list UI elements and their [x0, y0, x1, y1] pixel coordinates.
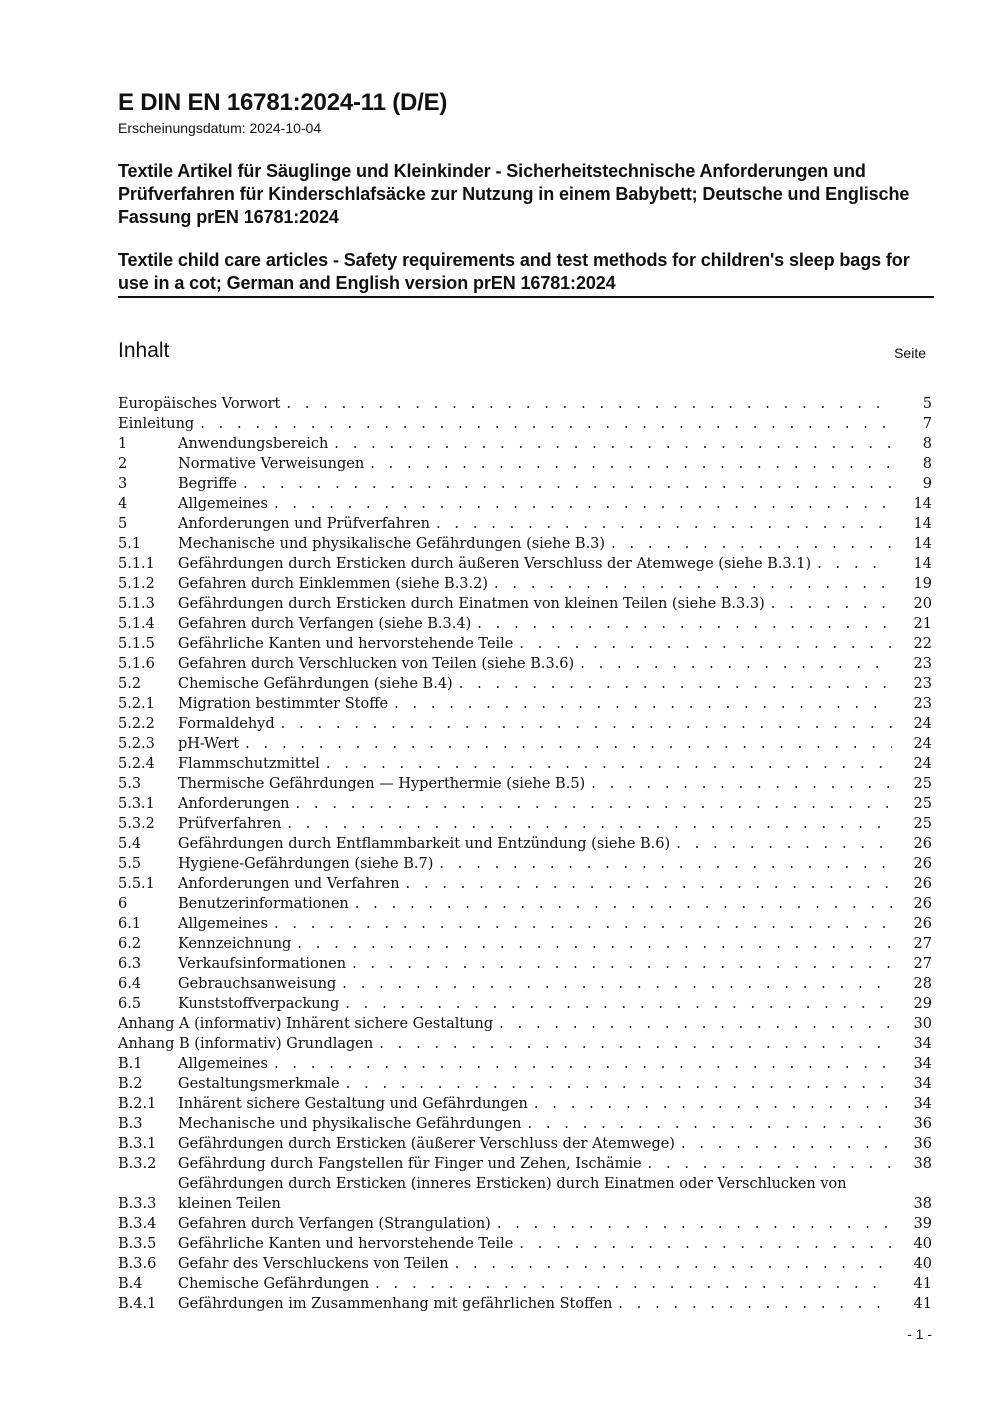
toc-entry-number: 5.5.1	[118, 876, 155, 892]
toc-entry-label: Migration bestimmter Stoffe	[178, 696, 389, 712]
toc-entry-number: 5.2.4	[118, 756, 155, 772]
toc-dot-leader	[370, 454, 892, 474]
toc-entry-label: Allgemeines	[178, 496, 268, 512]
toc-entry-label-wrap	[178, 974, 892, 994]
toc-dot-leader	[771, 594, 892, 614]
toc-entry-label-wrap	[178, 894, 892, 914]
toc-entry-number: 2	[118, 456, 128, 472]
toc-entry-number: 6	[118, 896, 128, 912]
toc-dot-leader	[352, 954, 892, 974]
toc-entry-label-wrap	[118, 414, 892, 434]
toc-entry-page: 24	[913, 736, 932, 752]
toc-entry-label: Gefährliche Kanten und hervorstehende Teile	[178, 1236, 514, 1252]
toc-entry-number: 5.1.6	[118, 656, 155, 672]
toc-dot-leader	[519, 634, 892, 654]
toc-entry-page: 14	[913, 556, 932, 572]
toc-entry-label-wrap	[178, 454, 892, 474]
toc-entry[interactable]	[118, 1074, 932, 1094]
toc-entry-label-wrap	[178, 1074, 892, 1094]
toc-entry-number: 5.2.2	[118, 716, 155, 732]
german-title: Textile Artikel für Säuglinge und Kleinkinder - Sicherheitstechnische Anforderungen und Prüfverfahren für Kinderschlafsäcke zur Nutzung in einem Babybett; Deutsche und Englische Fassung prEN 16781:2024	[118, 161, 910, 227]
toc-entry-label: Anhang A (informativ) Inhärent sichere Gestaltung	[118, 1016, 494, 1032]
toc-entry-number: 5.3.2	[118, 816, 155, 832]
toc-entry-label: Begriffe	[178, 476, 237, 492]
toc-dot-leader	[580, 654, 892, 674]
toc-entry-page: 23	[913, 676, 932, 692]
toc-entry-number: B.3.2	[118, 1156, 157, 1172]
toc-entry-number: 5.2	[118, 676, 142, 692]
toc-entry-label-wrap	[118, 1034, 892, 1054]
toc-header	[118, 338, 926, 366]
toc-entry-page: 7	[922, 416, 932, 432]
toc-entry[interactable]	[118, 934, 932, 954]
toc-entry[interactable]	[118, 1134, 932, 1154]
toc-entry-page: 27	[913, 956, 932, 972]
toc-dot-leader	[287, 814, 892, 834]
toc-entry-page: 40	[913, 1236, 932, 1252]
toc-entry-label-wrap	[178, 1254, 892, 1274]
toc-entry-number: B.3.3	[118, 1196, 157, 1212]
toc-entry-number: 5.3	[118, 776, 142, 792]
toc-entry-label: Gefährdungen durch Ersticken durch äußeren Verschluss der Atemwege (siehe B.3.1)	[178, 556, 812, 572]
toc-entry-number: 5.1	[118, 536, 142, 552]
toc-entry[interactable]	[118, 1114, 932, 1134]
toc-entry-label-wrap	[178, 914, 892, 934]
toc-entry-page: 24	[913, 756, 932, 772]
toc-entry-number: 3	[118, 476, 128, 492]
toc-entry-label-wrap	[178, 674, 892, 694]
toc-entry-label: Inhärent sichere Gestaltung und Gefährdungen	[178, 1096, 528, 1112]
toc-entry-page: 40	[913, 1256, 932, 1272]
toc-entry-label: Gefährdungen durch Ersticken (äußerer Verschluss der Atemwege)	[178, 1136, 675, 1152]
page-number: - 1 -	[907, 1326, 932, 1342]
toc-entry-label: Europäisches Vorwort	[118, 396, 281, 412]
toc-entry-number: B.4	[118, 1276, 143, 1292]
toc-dot-leader	[494, 574, 892, 594]
toc-entry-label-wrap	[178, 654, 892, 674]
toc-dot-leader	[245, 734, 892, 754]
toc-entry-number: 5.4	[118, 836, 142, 852]
toc-entry-page: 22	[913, 636, 932, 652]
toc-entry-page: 41	[913, 1296, 932, 1312]
toc-entry-label: Flammschutzmittel	[178, 756, 320, 772]
toc-dot-leader	[379, 1034, 892, 1054]
toc-entry-label: Normative Verweisungen	[178, 456, 365, 472]
toc-dot-leader	[334, 434, 892, 454]
toc-entry[interactable]	[118, 534, 932, 554]
toc-entry[interactable]	[118, 754, 932, 774]
toc-entry-label: Gefährdungen durch Ersticken durch Einatmen von kleinen Teilen (siehe B.3.3)	[178, 596, 765, 612]
toc-entry-number: 5.1.2	[118, 576, 155, 592]
toc-entry[interactable]	[118, 454, 932, 474]
toc-entry-label: Benutzerinformationen	[178, 896, 349, 912]
toc-entry[interactable]	[118, 674, 932, 694]
toc-entry[interactable]	[118, 1174, 932, 1214]
toc-entry-number: 6.1	[118, 916, 142, 932]
toc-entry-label: Gefährdungen im Zusammenhang mit gefährlichen Stoffen	[178, 1296, 613, 1312]
toc-entry[interactable]	[118, 494, 932, 514]
toc-dot-leader	[455, 1254, 892, 1274]
toc-entry-page: 34	[913, 1096, 932, 1112]
toc-entry[interactable]	[118, 694, 932, 714]
toc-entry-label-wrap	[178, 734, 892, 754]
toc-entry[interactable]	[118, 974, 932, 994]
toc-entry[interactable]	[118, 394, 932, 414]
toc-entry-page: 34	[913, 1036, 932, 1052]
toc-entry-label-wrap	[118, 1014, 892, 1034]
toc-entry-number: 1	[118, 436, 128, 452]
toc-entry-label-wrap	[178, 754, 892, 774]
page-column-label: Seite	[894, 345, 926, 361]
toc-entry-page: 30	[913, 1016, 932, 1032]
toc-entry-label-wrap	[178, 434, 892, 454]
toc-dot-leader	[274, 494, 892, 514]
toc-entry-label: Thermische Gefährdungen — Hyperthermie (siehe B.5)	[178, 776, 586, 792]
toc-dot-leader	[200, 414, 892, 434]
toc-entry-number: 5.1.3	[118, 596, 155, 612]
toc-entry-label: Kunststoffverpackung	[178, 996, 340, 1012]
toc-entry-number: 5.2.1	[118, 696, 155, 712]
toc-entry-page: 39	[913, 1216, 932, 1232]
toc-entry-number: B.2	[118, 1076, 143, 1092]
toc-entry-label: Verkaufsinformationen	[178, 956, 347, 972]
toc-entry-page: 24	[913, 716, 932, 732]
toc-entry-page: 8	[922, 436, 932, 452]
toc-dot-leader	[274, 914, 892, 934]
toc-entry-number: 6.3	[118, 956, 142, 972]
toc-entry-label-wrap	[178, 1174, 892, 1214]
toc-entry-label-wrap	[178, 1134, 892, 1154]
toc-entry[interactable]	[118, 1274, 932, 1294]
toc-entry-number: 5	[118, 516, 128, 532]
toc-entry[interactable]	[118, 1254, 932, 1274]
toc-entry-number: B.3.4	[118, 1216, 157, 1232]
toc-entry-label-wrap	[178, 594, 892, 614]
toc-entry[interactable]	[118, 614, 932, 634]
toc-dot-leader	[534, 1094, 892, 1114]
toc-entry-number: 6.5	[118, 996, 142, 1012]
toc-entry-number: 6.2	[118, 936, 142, 952]
toc-entry[interactable]	[118, 594, 932, 614]
toc-entry-page: 34	[913, 1056, 932, 1072]
toc-dot-leader	[436, 514, 892, 534]
toc-dot-leader	[611, 534, 892, 554]
toc-entry-number: 5.1.5	[118, 636, 155, 652]
toc-entry-label: Anforderungen	[178, 796, 290, 812]
toc-entry-number: 5.1.4	[118, 616, 155, 632]
toc-dot-leader	[648, 1154, 892, 1174]
toc-dot-leader	[459, 674, 892, 694]
toc-entry-label: Gebrauchsanweisung	[178, 976, 337, 992]
toc-entry-page: 19	[913, 576, 932, 592]
toc-entry[interactable]	[118, 814, 932, 834]
toc-entry-page: 25	[913, 816, 932, 832]
toc-entry-number: 5.5	[118, 856, 142, 872]
toc-dot-leader	[286, 394, 892, 414]
toc-entry-page: 26	[913, 916, 932, 932]
toc-entry-page: 27	[913, 936, 932, 952]
toc-entry-page: 28	[913, 976, 932, 992]
toc-entry-label: Gestaltungsmerkmale	[178, 1076, 340, 1092]
toc-entry-label-wrap	[178, 634, 892, 654]
toc-dot-leader	[243, 474, 892, 494]
toc-dot-leader	[519, 1234, 892, 1254]
toc-entry-label: Gefährdungen durch Entflammbarkeit und Entzündung (siehe B.6)	[178, 836, 671, 852]
toc-dot-leader	[355, 894, 892, 914]
toc-dot-leader	[439, 854, 892, 874]
toc-entry-label: Gefahren durch Verschlucken von Teilen (siehe B.3.6)	[178, 656, 575, 672]
toc-entry[interactable]	[118, 894, 932, 914]
toc-entry-label: Hygiene-Gefährdungen (siehe B.7)	[178, 856, 434, 872]
toc-dot-leader	[296, 794, 892, 814]
toc-entry-label: Mechanische und physikalische Gefährdungen	[178, 1116, 522, 1132]
toc-entry[interactable]	[118, 714, 932, 734]
toc-dot-leader	[618, 1294, 892, 1314]
toc-entry-page: 9	[922, 476, 932, 492]
toc-entry[interactable]	[118, 554, 932, 574]
toc-entry[interactable]	[118, 854, 932, 874]
toc-entry-label-wrap	[178, 694, 892, 714]
toc-entry-label: pH-Wert	[178, 736, 240, 752]
toc-entry[interactable]	[118, 1014, 932, 1034]
toc-entry-page: 26	[913, 896, 932, 912]
toc-entry-label-wrap	[178, 794, 892, 814]
toc-entry-label-wrap	[178, 1294, 892, 1314]
toc-entry-number: B.3.6	[118, 1256, 157, 1272]
toc-entry-label-wrap	[178, 954, 892, 974]
toc-entry[interactable]	[118, 1234, 932, 1254]
toc-entry-page: 29	[913, 996, 932, 1012]
toc-entry-page: 14	[913, 536, 932, 552]
toc-dot-leader	[297, 934, 892, 954]
toc-entry-page: 26	[913, 876, 932, 892]
toc-entry-page: 36	[913, 1116, 932, 1132]
toc-entry-label: Gefahren durch Verfangen (siehe B.3.4)	[178, 616, 472, 632]
toc-entry[interactable]	[118, 634, 932, 654]
english-title: Textile child care articles - Safety requirements and test methods for children's sleep bags for use in a cot; German and English version prEN 16781:2024	[118, 249, 934, 298]
toc-entry[interactable]	[118, 874, 932, 894]
toc-entry[interactable]	[118, 1214, 932, 1234]
toc-heading: Inhalt	[118, 339, 170, 362]
toc-entry-number: 6.4	[118, 976, 142, 992]
toc-entry-page: 36	[913, 1136, 932, 1152]
toc-entry-number: B.3.5	[118, 1236, 157, 1252]
toc-entry[interactable]	[118, 774, 932, 794]
toc-entry[interactable]	[118, 794, 932, 814]
toc-dot-leader	[394, 694, 892, 714]
toc-entry[interactable]	[118, 914, 932, 934]
toc-entry-number: 5.2.3	[118, 736, 155, 752]
toc-entry-label: Einleitung	[118, 416, 195, 432]
toc-entry-label-wrap	[178, 1274, 892, 1294]
toc-entry-label-wrap	[178, 534, 892, 554]
toc-entry-label-wrap	[178, 1214, 892, 1234]
toc-dot-leader	[345, 994, 892, 1014]
toc-dot-leader	[326, 754, 892, 774]
toc-dot-leader	[591, 774, 892, 794]
toc-dot-leader	[375, 1274, 892, 1294]
toc-entry[interactable]	[118, 954, 932, 974]
toc-dot-leader	[281, 714, 892, 734]
toc-entry-label-wrap	[178, 614, 892, 634]
document-title: E DIN EN 16781:2024-11 (D/E)	[118, 89, 448, 116]
toc-dot-leader	[274, 1054, 892, 1074]
toc-entry-label: Mechanische und physikalische Gefährdungen (siehe B.3)	[178, 536, 606, 552]
document-header	[118, 88, 934, 298]
toc-entry-page: 25	[913, 776, 932, 792]
toc-entry-label: Prüfverfahren	[178, 816, 282, 832]
toc-entry-page: 26	[913, 856, 932, 872]
toc-dot-leader	[477, 614, 892, 634]
toc-entry-label-wrap	[178, 494, 892, 514]
toc-dot-leader	[527, 1114, 892, 1134]
toc-entry-label-wrap	[178, 874, 892, 894]
toc-entry[interactable]	[118, 654, 932, 674]
toc-entry-page: 5	[922, 396, 932, 412]
toc-entry-label-wrap	[178, 574, 892, 594]
toc-entry-label-wrap	[178, 474, 892, 494]
toc-entry[interactable]	[118, 834, 932, 854]
toc-entry-page: 14	[913, 516, 932, 532]
toc-entry-label: Gefährdung durch Fangstellen für Finger und Zehen, Ischämie	[178, 1156, 642, 1172]
toc-entry-page: 25	[913, 796, 932, 812]
toc-entry-label: Anhang B (informativ) Grundlagen	[118, 1036, 374, 1052]
toc-entry-label: Chemische Gefährdungen	[178, 1276, 370, 1292]
toc-entry-label-wrap	[178, 1154, 892, 1174]
toc-dot-leader	[681, 1134, 892, 1154]
toc-entry[interactable]	[118, 1154, 932, 1174]
toc-entry-page: 14	[913, 496, 932, 512]
toc-entry-page: 26	[913, 836, 932, 852]
toc-entry[interactable]	[118, 414, 932, 434]
toc-entry-label: Gefahren durch Einklemmen (siehe B.3.2)	[178, 576, 489, 592]
toc-entry-label: Gefahren durch Verfangen (Strangulation)	[178, 1216, 491, 1232]
toc-entry-label: Allgemeines	[178, 916, 268, 932]
toc-entry-label: Allgemeines	[178, 1056, 268, 1072]
toc-entry-label: Anforderungen und Prüfverfahren	[178, 516, 430, 532]
toc-entry-label-wrap	[178, 1114, 892, 1134]
toc-entry-label-wrap	[178, 714, 892, 734]
toc-entry-label: Kennzeichnung	[178, 936, 292, 952]
toc-entry[interactable]	[118, 574, 932, 594]
toc-entry-page: 8	[922, 456, 932, 472]
toc-entry-label-wrap	[178, 1234, 892, 1254]
toc-entry-label-wrap	[178, 774, 892, 794]
toc-dot-leader	[497, 1214, 892, 1234]
toc-entry-label: Anwendungsbereich	[178, 436, 329, 452]
toc-entry[interactable]	[118, 1034, 932, 1054]
toc-dot-leader	[346, 1074, 892, 1094]
toc-entry-number: B.4.1	[118, 1296, 157, 1312]
publication-date: Erscheinungsdatum: 2024-10-04	[118, 120, 322, 136]
toc-entry-label-wrap	[178, 834, 892, 854]
toc-entry-label-wrap	[178, 1054, 892, 1074]
toc-entry-label: Chemische Gefährdungen (siehe B.4)	[178, 676, 453, 692]
toc-entry-label: Gefahr des Verschluckens von Teilen	[178, 1256, 449, 1272]
toc-entry-label-wrap	[178, 854, 892, 874]
toc-entry[interactable]	[118, 434, 932, 454]
toc-dot-leader	[817, 554, 892, 574]
toc-dot-leader	[676, 834, 892, 854]
toc-entry-label: Gefährliche Kanten und hervorstehende Teile	[178, 636, 514, 652]
toc-entry-page: 34	[913, 1076, 932, 1092]
toc-entry-number: B.3	[118, 1116, 143, 1132]
toc-entry-page: 23	[913, 656, 932, 672]
toc-entry-label-wrap	[178, 814, 892, 834]
toc-entry-number: 5.1.1	[118, 556, 155, 572]
toc-entry[interactable]	[118, 734, 932, 754]
toc-entry[interactable]	[118, 1054, 932, 1074]
toc-entry-number: 4	[118, 496, 128, 512]
table-of-contents	[118, 394, 932, 1314]
toc-dot-leader	[499, 1014, 892, 1034]
toc-entry-page: 38	[913, 1196, 932, 1212]
toc-entry[interactable]	[118, 994, 932, 1014]
toc-entry-page: 38	[913, 1156, 932, 1172]
toc-entry-label-wrap	[178, 934, 892, 954]
toc-entry-number: 5.3.1	[118, 796, 155, 812]
toc-entry-page: 20	[913, 596, 932, 612]
toc-entry-label-wrap	[178, 1094, 892, 1114]
toc-entry-number: B.1	[118, 1056, 143, 1072]
toc-entry-page: 23	[913, 696, 932, 712]
toc-entry-label-wrap	[178, 554, 892, 574]
toc-entry-label: Anforderungen und Verfahren	[178, 876, 400, 892]
toc-entry-number: B.3.1	[118, 1136, 157, 1152]
toc-entry[interactable]	[118, 1294, 932, 1314]
toc-entry-page: 41	[913, 1276, 932, 1292]
toc-entry-number: B.2.1	[118, 1096, 157, 1112]
toc-entry[interactable]	[118, 474, 932, 494]
toc-entry[interactable]	[118, 1094, 932, 1114]
toc-entry-label: Gefährdungen durch Ersticken (inneres Ersticken) durch Einatmen oder Verschlucken von kleinen Teilen	[178, 1176, 847, 1212]
toc-dot-leader	[406, 874, 892, 894]
toc-entry-page: 21	[913, 616, 932, 632]
toc-entry-label-wrap	[118, 394, 892, 414]
toc-entry-label-wrap	[178, 514, 892, 534]
toc-entry-label-wrap	[178, 994, 892, 1014]
toc-entry-label: Formaldehyd	[178, 716, 275, 732]
toc-entry[interactable]	[118, 514, 932, 534]
toc-dot-leader	[342, 974, 892, 994]
